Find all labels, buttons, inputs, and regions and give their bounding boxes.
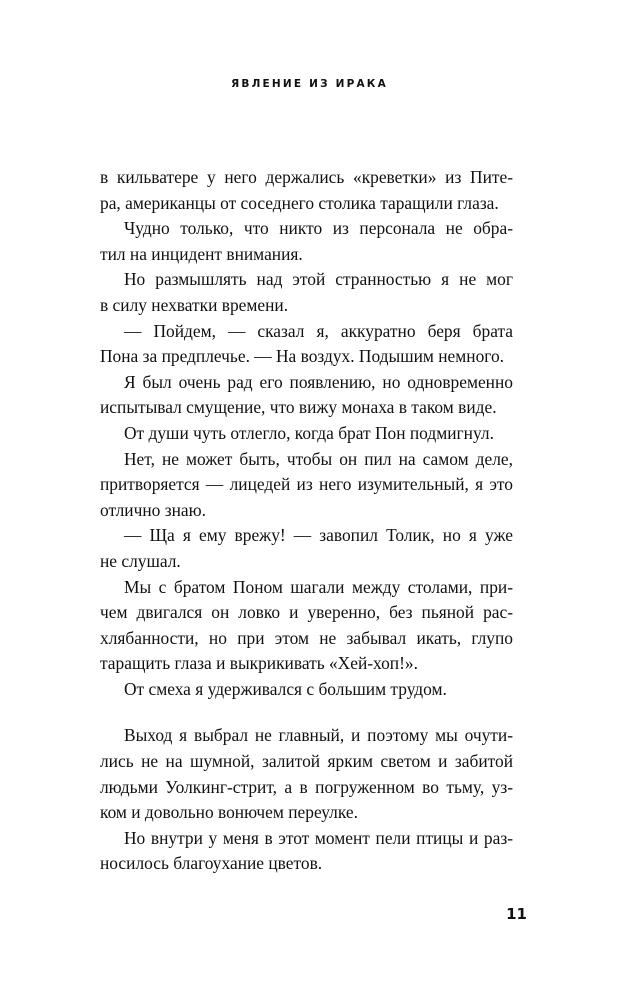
text-line: Пона за предплечье. — На воздух. Подышим немного. bbox=[100, 346, 505, 367]
text-line: не слушал. bbox=[100, 550, 181, 571]
text-line: ра, американцы от соседнего столика таращили глаза. bbox=[100, 192, 499, 213]
text-line: носилось благоухание цветов. bbox=[100, 853, 323, 874]
text-line: в кильватере у него держались «креветки» из Пите- bbox=[100, 167, 513, 187]
text-line: Чудно только, что никто из персонала не обра- bbox=[124, 218, 513, 239]
text-line: в силу нехватки времени. bbox=[100, 294, 289, 315]
text-line: лись не на шумной, залитой ярким светом и забитой bbox=[100, 751, 513, 772]
section-break bbox=[100, 702, 513, 723]
text-line: тил на инцидент внимания. bbox=[100, 243, 303, 264]
page-number: 11 bbox=[506, 905, 527, 923]
text-line: От души чуть отлегло, когда брат Пон подмигнул. bbox=[124, 422, 494, 443]
text-line: таращить глаза и выкрикивать «Хей-хоп!». bbox=[100, 653, 418, 674]
text-line: Мы с братом Поном шагали между столами, при- bbox=[124, 576, 513, 597]
text-line: — Пойдем, — сказал я, аккуратно беря брата bbox=[124, 320, 513, 341]
text-line: притворяется — лицедей из него изумительный, я это bbox=[100, 474, 513, 495]
text-line: Но внутри у меня в этот момент пели птицы и раз- bbox=[124, 827, 513, 848]
text-line: Выход я выбрал не главный, и поэтому мы очути- bbox=[124, 725, 513, 746]
text-line: Но размышлять над этой странностью я не мог bbox=[124, 269, 513, 290]
text-line: От смеха я удерживался с большим трудом. bbox=[124, 678, 447, 699]
text-line: Я был очень рад его появлению, но одновременно bbox=[124, 371, 513, 392]
body-text bbox=[100, 165, 513, 877]
text-line: людьми Уолкинг-стрит, а в погруженном во тьму, уз- bbox=[100, 776, 513, 797]
running-header: ЯВЛЕНИЕ ИЗ ИРАКА bbox=[231, 78, 388, 90]
text-line: — Ща я ему врежу! — завопил Толик, но я уже bbox=[124, 525, 513, 546]
text-line: испытывал смущение, что вижу монаха в таком виде. bbox=[100, 397, 497, 418]
text-line: хлябанности, но при этом не забывал икать, глупо bbox=[100, 627, 513, 648]
text-line: отлично знаю. bbox=[100, 499, 206, 520]
text-line: Нет, не может быть, чтобы он пил на самом деле, bbox=[124, 448, 513, 469]
text-line: ком и довольно вонючем переулке. bbox=[100, 802, 358, 823]
text-line: чем двигался он ловко и уверенно, без пьяной рас- bbox=[100, 602, 513, 623]
